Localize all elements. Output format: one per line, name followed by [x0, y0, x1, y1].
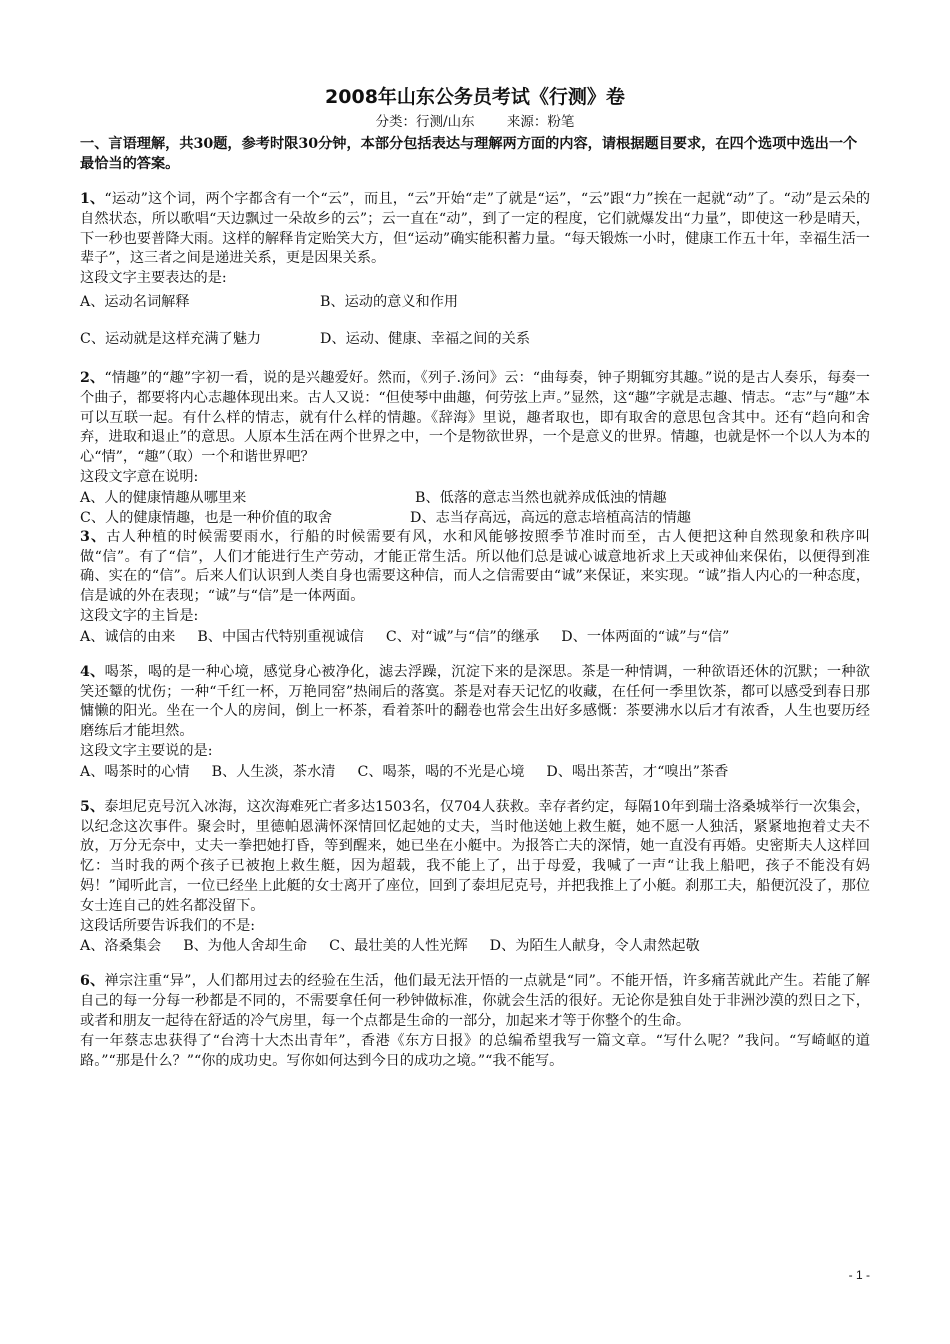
option-c[interactable]: C、运动就是这样充满了魅力 [80, 330, 262, 347]
option-d[interactable]: D、喝出茶苦，才“嗅出”茶香 [546, 763, 729, 780]
options-q2 [80, 488, 870, 528]
options-q5 [80, 936, 870, 956]
option-b[interactable]: B、低落的意志当然也就养成低浊的情趣 [415, 489, 667, 506]
question-2: 2、“情趣”的“趣”字初一看，说的是兴趣爱好。然而，《列子.汤问》云：“曲每奏，钟子期辄穷其趣。”说的是古人奏乐，每奏一个曲子，都要将内心志趣体现出来。古人又说：“但使琴中曲趣，何劳弦上声。”显然，这“趣”字就是志趣、情志。“志”与“趣”本可以互联一起。有什么样的情志，就有什么样的情趣。《辞海》里说，趣者取也，即有取舍的意思包含其中。还有“趋向和舍弃，进取和退止”的意思。人原本生活在两个世界之中，一个是物欲世界，一个是意义的世界。情趣，也就是怀一个以人为本的心“情”，“趣”（取）一个和谐世界吧？ [80, 369, 870, 466]
options-q1b [80, 326, 870, 353]
option-d[interactable]: D、一体两面的“诚”与“信” [561, 628, 730, 645]
option-a[interactable]: A、洛桑集会 [80, 938, 162, 955]
source-label: 来源：粉笔 [506, 114, 575, 130]
section-heading: 一、言语理解，共30题，参考时限30分钟，本部分包括表达与理解两方面的内容，请根据题目要求，在四个选项中选出一个最恰当的答案。 [80, 136, 858, 172]
option-c[interactable]: C、喝茶，喝的不光是心境 [357, 763, 525, 780]
option-c[interactable]: C、最壮美的人性光辉 [329, 938, 468, 955]
question-prompt: 这段文字主要表达的是: [80, 270, 227, 287]
option-c[interactable]: C、对“诚”与“信”的继承 [385, 628, 540, 645]
question-6: 6、禅宗注重“异”，人们都用过去的经验在生活，他们最无法开悟的一点就是“同”。不能开悟，许多痛苦就此产生。若能了解自己的每一分每一秒都是不同的，不需要拿任何一秒钟做标准，你就会生活的很好。无论你是独自处于非洲沙漠的烈日之下，或者和朋友一起待在舒适的冷气房里，每一个点都是生命的一部分，加起来才等于你整个的生命。 [80, 973, 870, 1029]
option-b[interactable]: B、中国古代特别重视诚信 [197, 628, 364, 645]
question-3: 3、古人种植的时候需要雨水，行船的时候需要有风，水和风能够按照季节准时而至，古人便把这种自然现象和秩序叫做“信”。有了“信”，人们才能进行生产劳动，才能正常生活。所以他们总是诚心诚意地祈求上天或神仙来保佑，以便得到准确、实在的“信”。后来人们认识到人类自身也需要这种信，而人之信需要由“诚”来保证，来实现。“诚”指人内心的一种态度，信是诚的外在表现；“诚”与“信”是一体两面。 [80, 528, 870, 605]
option-b[interactable]: B、为他人舍却生命 [183, 938, 308, 955]
page-title: 2008年山东公务员考试《行测》卷 [325, 86, 625, 108]
category-label: 分类：行测/山东 [375, 114, 475, 130]
option-d[interactable]: D、为陌生人献身，令人肃然起敬 [489, 938, 700, 955]
option-b[interactable]: B、运动的意义和作用 [320, 293, 459, 310]
question-4: 4、喝茶，喝的是一种心境，感觉身心被净化，滤去浮躁，沉淀下来的是深思。茶是一种情调，一种欲语还休的沉默；一种欲笑还颦的忧伤；一种“千红一杯，万艳同窑”热闹后的落寞。茶是对春天记忆的收藏，在任何一季里饮茶，都可以感受到春日那慵懒的阳光。坐在一个人的房间，倒上一杯茶，看着茶叶的翻卷也常会生出好多感慨：茶要沸水以后才有浓香，人生也要历经磨练后才能坦然。 [80, 663, 870, 740]
question-5: 5、泰坦尼克号沉入冰海，这次海难死亡者多达1503名，仅704人获救。幸存者约定，每隔10年到瑞士洛桑城举行一次集会，以纪念这次事件。聚会时，里德帕恩满怀深情回忆起她的丈夫，当时他送她上救生艇，她不愿一人独活，紧紧地抱着丈夫不放，万分无奈中，丈夫一拳把她打昏，等到醒来，她已坐在小艇中。为报答亡夫的深情，她一直没有再婚。史密斯夫人这样回忆：当时我的两个孩子已被抱上救生艇，因为超载，我不能上了，出于母爱，我喊了一声“让我上船吧，孩子不能没有妈妈！”闻听此言，一位已经坐上此艇的女士离开了座位，回到了泰坦尼克号，并把我推上了小艇。刹那工夫，船便沉没了，那位女士连自己的姓名都没留下。 [80, 798, 870, 914]
option-b[interactable]: B、人生淡，茶水清 [211, 763, 336, 780]
option-a[interactable]: A、喝茶时的心情 [80, 763, 190, 780]
question-prompt: 这段话所要告诉我们的不是: [80, 917, 256, 934]
option-a[interactable]: A、运动名词解释 [80, 293, 190, 310]
page-number: - 1 - [848, 1268, 870, 1282]
question-prompt: 这段文字主要说的是: [80, 742, 213, 759]
question-6-continued: 有一年蔡志忠获得了“台湾十大杰出青年”，香港《东方日报》的总编希望我写一篇文章。“写什么呢？”我问。“写崎岖的道路。”“那是什么？”“你的成功史。写你如何达到今日的成功之境。”“我不能写。 [80, 1032, 870, 1069]
option-a[interactable]: A、诚信的由来 [80, 628, 176, 645]
question-1: 1、“运动”这个词，两个字都含有一个“云”，而且，“云”开始“走”了就是“运”，“云”跟“力”挨在一起就“动”了。“动”是云朵的自然状态，所以歌唱“天边飘过一朵故乡的云”；云一直在“动”，到了一定的程度，它们就爆发出“力量”，即使这一秒是晴天，下一秒也要普降大雨。这样的解释肯定贻笑大方，但“运动”确实能积蓄力量。“每天锻炼一小时，健康工作五十年，幸福生活一辈子”，这三者之间是递进关系，更是因果关系。 [80, 191, 871, 267]
options-q3 [80, 627, 850, 647]
option-d[interactable]: D、志当存高远，高远的意志培植高洁的情趣 [410, 509, 691, 526]
option-d[interactable]: D、运动、健康、幸福之间的关系 [320, 330, 531, 347]
options-q4 [80, 762, 870, 782]
meta-line [80, 112, 870, 132]
document-page [80, 84, 870, 1071]
question-prompt: 这段文字意在说明: [80, 468, 199, 485]
question-prompt: 这段文字的主旨是: [80, 607, 199, 624]
option-a[interactable]: A、人的健康情趣从哪里来 [80, 489, 247, 506]
option-c[interactable]: C、人的健康情趣，也是一种价值的取舍 [80, 509, 333, 526]
options-q1 [80, 289, 870, 316]
